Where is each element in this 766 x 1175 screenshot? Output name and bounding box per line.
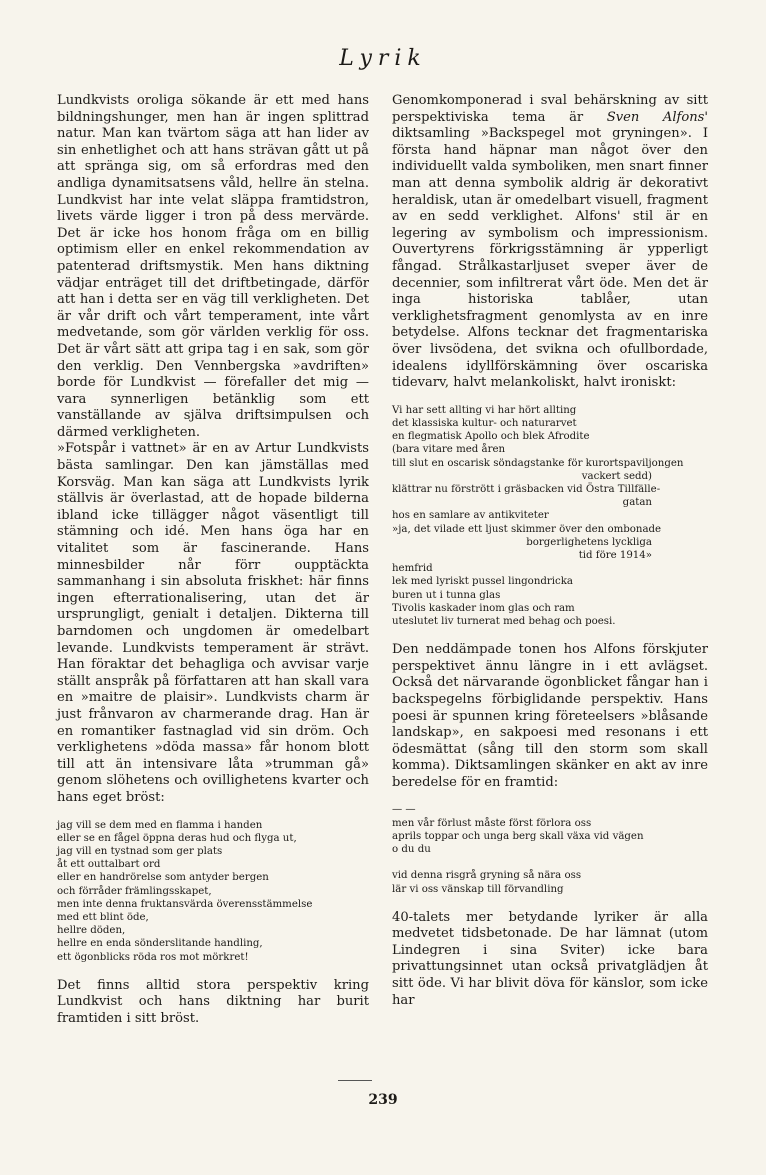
poem-line-continuation: borgerlighetens lyckliga <box>526 536 652 548</box>
poem-line: o du du <box>392 844 431 856</box>
poem-line-continuation: vackert sedd) <box>581 470 652 482</box>
poem-line: men inte denna fruktansvärda överensstämmelse <box>57 898 313 910</box>
poem-line: jag vill en tystnad som ger plats <box>57 845 223 857</box>
left-paragraph-2: »Fotspår i vattnet» är en av Artur Lundkvists bästa samlingar. Den kan jämställas med Korsväg. Man kan säga att Lundkvists lyrik ställvis är överlastad, att de hopade bilderna ibland icke tillägger något väsentligt till stämning och idé. Men hans öga har en vitalitet som är fascinerande. Hans minnesbilder når förr oupptäckta sammanhang i sin absoluta friskhet: här finns ingen efterrationalisering, utan det är ursprungligt, genialt i detaljen. Dikterna till barndomen och ungdomen är omedelbart levande. Lundkvists temperament är strävt. Han föraktar det behagliga och avvisar varje ställt anspråk på författaren att han skall vara en »maitre de plaisir». Lundkvists charm är just frånvaron av charmerande drag. Han är en romantiker fastnaglad vid sin dröm. Och verklighetens »döda massa» får honom blott till att än intensivare låta »trumman gå» genom slöhetens och ovillighetens kvarter och hans eget bröst: <box>57 441 369 805</box>
left-poem <box>57 819 369 964</box>
poem-line: ett ögonblicks röda ros mot mörkret! <box>57 951 249 963</box>
poem-line: hos en samlare av antikviteter <box>392 510 549 522</box>
right-column <box>392 93 708 1009</box>
poem-line: Vi har sett allting vi har hört allting <box>392 404 577 416</box>
alfons-poem-2 <box>392 803 708 895</box>
poem-line: eller se en fågel öppna deras hud och flyga ut, <box>57 832 297 844</box>
right-paragraph-1-rest: diktsamling »Backspegel mot gryningen». I första hand häpnar man något över den individuellt valda symboliken, men snart finner man att denna symbolik aldrig är dekorativt heraldisk, utan är omedelbart visuell, fragment av en sedd verklighet. Alfons' stil är en legering av symbolism och impressionism. Ouvertyrens förkrigsstämning är ypperligt fångad. Strålkastarljuset sveper äver de decennier, som infiltrerat vårt öde. Men det är inga historiska tablåer, utan verklighetsfragment genomlysta av en inre betydelse. Alfons tecknar det fragmentariska över livsödena, det svikna och ofullbordade, idealens idyllförskämning över oscariska tidevarv, halvt melankoliskt, halvt ironiskt: <box>392 126 708 391</box>
poem-line-continuation: gatan <box>622 497 652 509</box>
poem-line: eller en handrörelse som antyder bergen <box>57 872 269 884</box>
poem-line: lär vi oss vänskap till förvandling <box>392 883 564 895</box>
right-paragraph-1-start: Genomkomponerad i sval behärskning av sitt perspektiviska tema är <box>392 93 708 125</box>
poem-line: buren ut i tunna glas <box>392 589 501 601</box>
poem-line: (bara vitare med åren <box>392 444 506 456</box>
author-name-italic: Sven Alfons' <box>606 109 708 125</box>
poem-line-continuation: tid före 1914» <box>578 549 652 561</box>
poem-line: hellre en enda sönderslitande handling, <box>57 938 263 950</box>
left-paragraph-3: Det finns alltid stora perspektiv kring Lundkvist och hans diktning har burit framtiden i sitt bröst. <box>57 977 369 1026</box>
poem-dash: — — <box>392 804 416 816</box>
right-paragraph-3: 40-talets mer betydande lyriker är alla medvetet tidsbetonade. De har lämnat (utom Lindegren i sina Sviter) icke bara privattungsinnet utan också privatglädjen åt sitt öde. Vi har blivit döva för känslor, som icke har <box>392 909 708 1008</box>
poem-line: åt ett outtalbart ord <box>57 859 161 871</box>
poem-line: men vår förlust måste först förlora oss <box>392 817 592 829</box>
poem-line: med ett blint öde, <box>57 911 149 923</box>
right-paragraph-2: Den neddämpade tonen hos Alfons förskjuter perspektivet ännu längre in i ett avlägset. Också det närvarande ögonblicket fångar han i backspegelns förbiglidande perspektiv. Hans poesi är spunnen kring företeelsers »blåsande landskap», en sakpoesi med resonans i ett ödesmättat (sång till den storm som skall komma). Diktsamlingen skänker en akt av inre beredelse för en framtid: <box>392 642 708 790</box>
poem-line: hellre döden, <box>57 925 126 937</box>
poem-line: lek med lyriskt pussel lingondricka <box>392 576 573 588</box>
left-column <box>57 93 369 1028</box>
poem-line: klättrar nu förstrött i gräsbacken vid Östra Tillfälle- <box>392 483 661 495</box>
poem-line: uteslutet liv turnerat med behag och poesi. <box>392 615 616 627</box>
footer-rule <box>338 1080 372 1081</box>
left-paragraph-1: Lundkvists oroliga sökande är ett med hans bildningshunger, men han är ingen splittrad natur. Man kan tvärtom säga att han lider av sin enhetlighet och att hans strävan gått ut på att spränga sig, om så erfordras med den andliga dynamitsatsens våld, hellre än stelna. Lundkvist har inte velat släppa framtidstron, livets värde ligger i tron på dess mervärde. Det är icke hos honom fråga om en billig optimism eller en enkel rekommendation av patenterad driftsmystik. Men hans diktning vädjar enträget till det driftbetingade, därför att han i detta ser en väg till verkligheten. Det är vår drift och vårt temperament, inte vårt medvetande, som gör världen verklig för oss. Det är vårt sätt att gripa tag i en sak, som gör den verklig. Den Vennbergska »avdriften» borde för Lundkvist — förefaller det mig — vara synnerligen betänklig som ett vanställande av själva driftsimpulsen och därmed verkligheten. <box>57 93 369 440</box>
page-number: 239 <box>368 1092 398 1108</box>
poem-line: och förråder främlingsskapet, <box>57 885 212 897</box>
alfons-poem-1 <box>392 404 708 628</box>
right-paragraph-1 <box>392 93 708 392</box>
poem-line: en flegmatisk Apollo och blek Afrodite <box>392 431 590 443</box>
running-header: Lyrik <box>339 46 427 71</box>
stanza-break <box>392 856 708 869</box>
poem-line: det klassiska kultur- och naturarvet <box>392 417 577 429</box>
poem-line: aprils toppar och unga berg skall växa vid vägen <box>392 830 644 842</box>
poem-line: hemfrid <box>392 563 433 575</box>
poem-line: till slut en oscarisk söndagstanke för kurortspaviljongen <box>392 457 684 469</box>
poem-line: Tivolis kaskader inom glas och ram <box>392 602 575 614</box>
poem-line: jag vill se dem med en flamma i handen <box>57 819 263 831</box>
poem-line: vid denna risgrå gryning så nära oss <box>392 870 582 882</box>
poem-line: »ja, det vilade ett ljust skimmer över den ombonade <box>392 523 662 535</box>
